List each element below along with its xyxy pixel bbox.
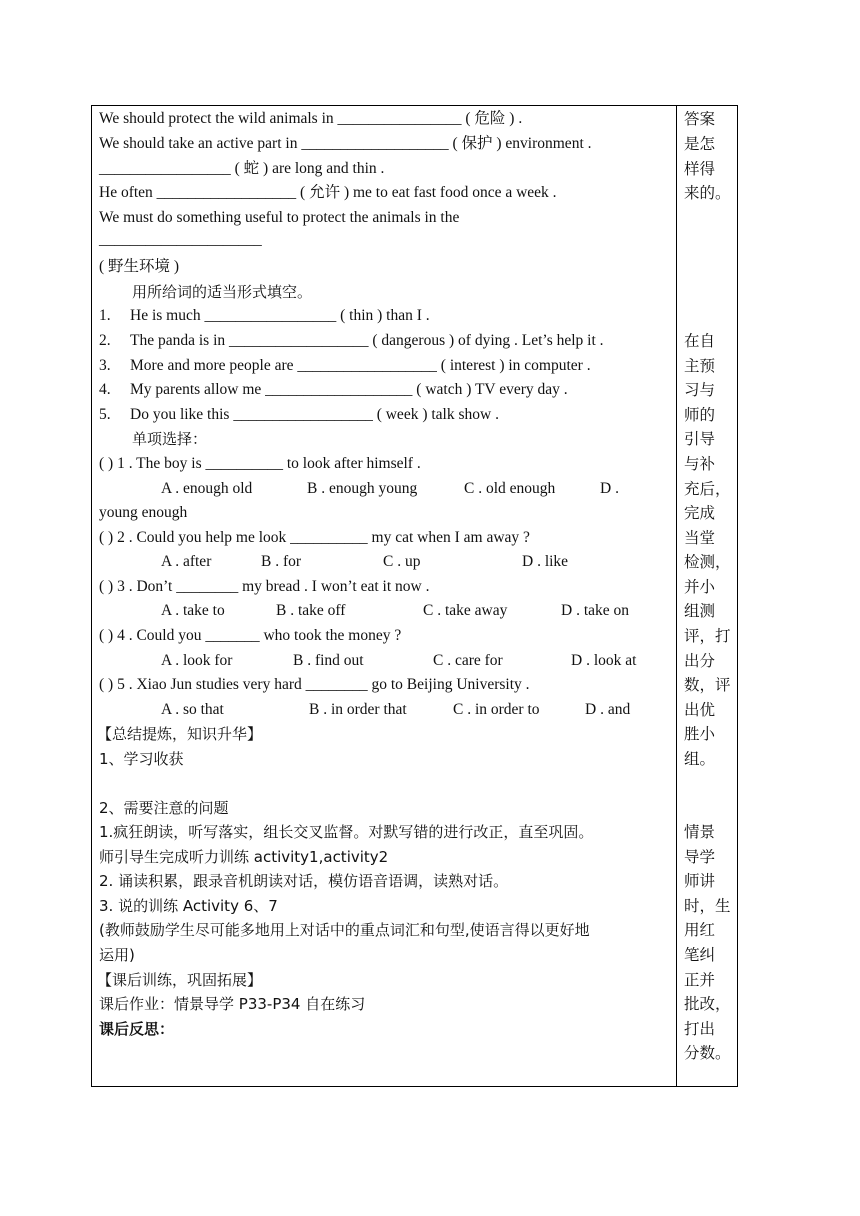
side-note-line: 来的。: [684, 184, 731, 202]
option: D . like: [522, 553, 569, 570]
fill-sentence: We must do something useful to protect the animals in the: [99, 209, 460, 226]
side-note-line: 引导: [684, 430, 716, 448]
option: B . take off: [276, 602, 346, 619]
side-note-line: 习与: [684, 381, 716, 399]
note-line: 1.疯狂朗读，听写落实，组长交叉监督。对默写错的进行改正，直至巩固。: [99, 823, 594, 841]
option: C . up: [383, 553, 421, 570]
note-line: 3. 说的训练 Activity 6、7: [99, 897, 278, 915]
side-note-line: 并小: [684, 578, 716, 596]
option: A . so that: [161, 701, 224, 718]
fill-sentence: He often __________________ ( 允许 ) me to eat fast food once a week .: [99, 184, 557, 201]
side-note-line: 完成: [684, 504, 716, 522]
side-note-line: 师的: [684, 406, 716, 424]
option: B . in order that: [309, 701, 407, 718]
option: A . after: [161, 553, 212, 570]
lesson-table: [91, 105, 738, 1087]
question-stem: ( ) 3 . Don’t ________ my bread . I won’t eat it now .: [99, 578, 430, 595]
note-line: 2. 诵读积累，跟录音机朗读对话，模仿语音语调，读熟对话。: [99, 872, 509, 890]
side-note-line: 答案: [684, 110, 716, 128]
note-line: 运用): [99, 946, 135, 964]
option: D . take on: [561, 602, 630, 619]
side-note-line: 师讲: [684, 872, 716, 890]
homework-text: 课后作业：情景导学 P33-P34 自在练习: [99, 995, 366, 1013]
side-note-line: 打出: [684, 1020, 716, 1038]
option: D .: [600, 480, 619, 497]
option-wrap: young enough: [99, 504, 188, 521]
side-note-line: 评，打: [684, 627, 731, 645]
homework-heading: 【课后训练，巩固拓展】: [97, 971, 263, 989]
side-note-line: 样得: [684, 160, 716, 178]
attention-heading: 2、需要注意的问题: [99, 799, 229, 817]
side-note-line: 出分: [684, 652, 716, 670]
summary-heading: 【总结提炼，知识升华】: [97, 725, 263, 743]
side-note-line: 组测: [684, 602, 716, 620]
word-form-item: More and more people are __________________ ( interest ) in computer .: [130, 357, 591, 374]
word-form-item: Do you like this __________________ ( week ) talk show .: [130, 406, 499, 423]
side-note-line: 数，评: [684, 676, 731, 694]
side-note-line: 批改，: [684, 995, 731, 1013]
note-line: 师引导生完成听力训练 activity1,activity2: [99, 848, 389, 866]
fill-sentence: We should protect the wild animals in ________________ ( 危险 ) .: [99, 110, 523, 127]
word-form-item: The panda is in __________________ ( dangerous ) of dying . Let’s help it .: [130, 332, 604, 349]
column-divider: [676, 106, 677, 1086]
word-form-item: My parents allow me ___________________ ( watch ) TV every day .: [130, 381, 568, 398]
side-note-line: 分数。: [684, 1044, 731, 1062]
option: C . take away: [423, 602, 508, 619]
option: C . old enough: [464, 480, 556, 497]
item-number: 5.: [99, 406, 111, 423]
fill-sentence: _____________________: [99, 231, 262, 248]
question-stem: ( ) 4 . Could you _______ who took the money ?: [99, 627, 402, 644]
side-note-line: 笔纠: [684, 946, 716, 964]
side-note-line: 是怎: [684, 135, 716, 153]
side-note-line: 组。: [684, 750, 716, 768]
word-form-heading: 用所给词的适当形式填空。: [132, 283, 313, 301]
side-note-line: 时，生: [684, 897, 731, 915]
reflection-label: 课后反思：: [99, 1020, 175, 1038]
side-note-line: 出优: [684, 701, 716, 719]
question-stem: ( ) 1 . The boy is __________ to look after himself .: [99, 455, 421, 472]
side-note-line: 充后，: [684, 480, 731, 498]
side-note-line: 用红: [684, 921, 716, 939]
side-note-line: 当堂: [684, 529, 716, 547]
option: D . look at: [571, 652, 637, 669]
fill-sentence: We should take an active part in ___________________ ( 保护 ) environment .: [99, 135, 592, 152]
side-note-line: 在自: [684, 332, 716, 350]
option: B . find out: [293, 652, 364, 669]
learning-gain: 1、学习收获: [99, 750, 184, 768]
option: A . take to: [161, 602, 225, 619]
choice-heading: 单项选择：: [132, 430, 208, 448]
fill-sentence: _________________ ( 蛇 ) are long and thin .: [99, 160, 385, 177]
side-note-line: 检测，: [684, 553, 731, 571]
item-number: 1.: [99, 307, 111, 324]
option: C . care for: [433, 652, 503, 669]
fill-sentence: ( 野生环境 ): [99, 258, 180, 275]
side-note-line: 与补: [684, 455, 716, 473]
note-line: (教师鼓励学生尽可能多地用上对话中的重点词汇和句型,使语言得以更好地: [99, 921, 590, 939]
item-number: 3.: [99, 357, 111, 374]
option: D . and: [585, 701, 631, 718]
option: B . enough young: [307, 480, 418, 497]
option: A . look for: [161, 652, 233, 669]
item-number: 4.: [99, 381, 111, 398]
option: C . in order to: [453, 701, 540, 718]
side-note-line: 胜小: [684, 725, 716, 743]
item-number: 2.: [99, 332, 111, 349]
option: B . for: [261, 553, 302, 570]
side-note-line: 情景: [684, 823, 716, 841]
side-note-line: 导学: [684, 848, 716, 866]
word-form-item: He is much _________________ ( thin ) than I .: [130, 307, 430, 324]
side-note-line: 主预: [684, 357, 716, 375]
side-note-line: 正并: [684, 971, 716, 989]
option: A . enough old: [161, 480, 253, 497]
question-stem: ( ) 2 . Could you help me look __________ my cat when I am away ?: [99, 529, 530, 546]
question-stem: ( ) 5 . Xiao Jun studies very hard ________ go to Beijing University .: [99, 676, 530, 693]
